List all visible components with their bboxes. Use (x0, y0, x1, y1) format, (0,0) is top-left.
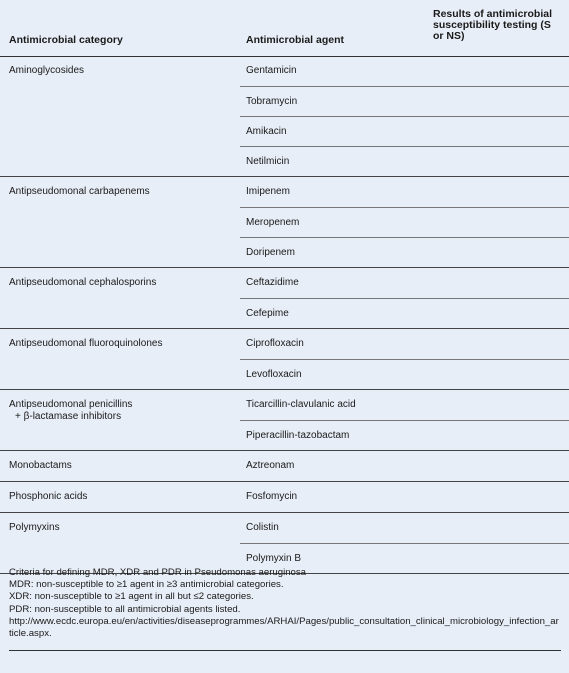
table-row (0, 56, 569, 177)
table-header (0, 0, 569, 57)
header-agent: Antimicrobial agent (246, 34, 345, 46)
category-sublabel: + β-lactamase inhibitors (15, 411, 122, 422)
agent-cell: Polymyxin B (240, 543, 569, 573)
table-row (0, 482, 569, 513)
agent-cell: Colistin (246, 522, 279, 533)
category-cell: Aminoglycosides (9, 65, 85, 76)
agent-cell: Fosfomycin (246, 491, 298, 502)
agent-cell: Ciprofloxacin (246, 338, 304, 349)
table-body (0, 56, 569, 574)
agent-cell: Imipenem (246, 186, 290, 197)
category-cell: Antipseudomonal carbapenems (9, 186, 150, 197)
category-cell: Phosphonic acids (9, 491, 88, 502)
table-footnote (9, 567, 561, 640)
footnote-mdr: MDR: non-susceptible to ≥1 agent in ≥3 antimicrobial categories. (9, 579, 284, 591)
category-cell: Antipseudomonal cephalosporins (9, 277, 157, 288)
agent-cell: Tobramycin (240, 86, 569, 116)
table-row (0, 451, 569, 482)
header-category: Antimicrobial category (9, 34, 123, 46)
agent-cell: Levofloxacin (240, 359, 569, 389)
agent-cell: Cefepime (240, 298, 569, 328)
bottom-rule (9, 650, 561, 651)
table-row (0, 177, 569, 268)
agent-cell: Gentamicin (246, 65, 297, 76)
table-row (0, 329, 569, 390)
agent-cell: Ticarcillin-clavulanic acid (246, 399, 356, 410)
category-cell: Monobactams (9, 460, 72, 471)
footnote-xdr: XDR: non-susceptible to ≥1 agent in all but ≤2 categories. (9, 591, 254, 603)
agent-cell: Netilmicin (240, 146, 569, 176)
footnote-title: Criteria for defining MDR, XDR and PDR in Pseudomonas aeruginosa (9, 567, 307, 578)
footnote-pdr: PDR: non-susceptible to all antimicrobial agents listed. (9, 603, 241, 615)
table-row (0, 268, 569, 329)
table-row (0, 513, 569, 574)
agent-cell: Amikacin (240, 116, 569, 146)
footnote-url: http://www.ecdc.europa.eu/en/activities/diseaseprogrammes/ARHAI/Pages/public_consultation_clinical_microbiology_infection_article.aspx. (9, 615, 559, 640)
category-cell: Polymyxins (9, 522, 60, 533)
agent-cell: Meropenem (240, 207, 569, 237)
category-label: Antipseudomonal penicillins (9, 399, 133, 410)
table-row (0, 390, 569, 451)
header-results: Results of antimicrobial susceptibility testing (S or NS) (433, 8, 553, 42)
agent-cell: Aztreonam (246, 460, 295, 471)
agent-cell: Piperacillin-tazobactam (240, 420, 569, 450)
category-cell: Antipseudomonal fluoroquinolones (9, 338, 163, 349)
agent-cell: Doripenem (240, 237, 569, 267)
agent-cell: Ceftazidime (246, 277, 299, 288)
category-cell (9, 399, 234, 423)
